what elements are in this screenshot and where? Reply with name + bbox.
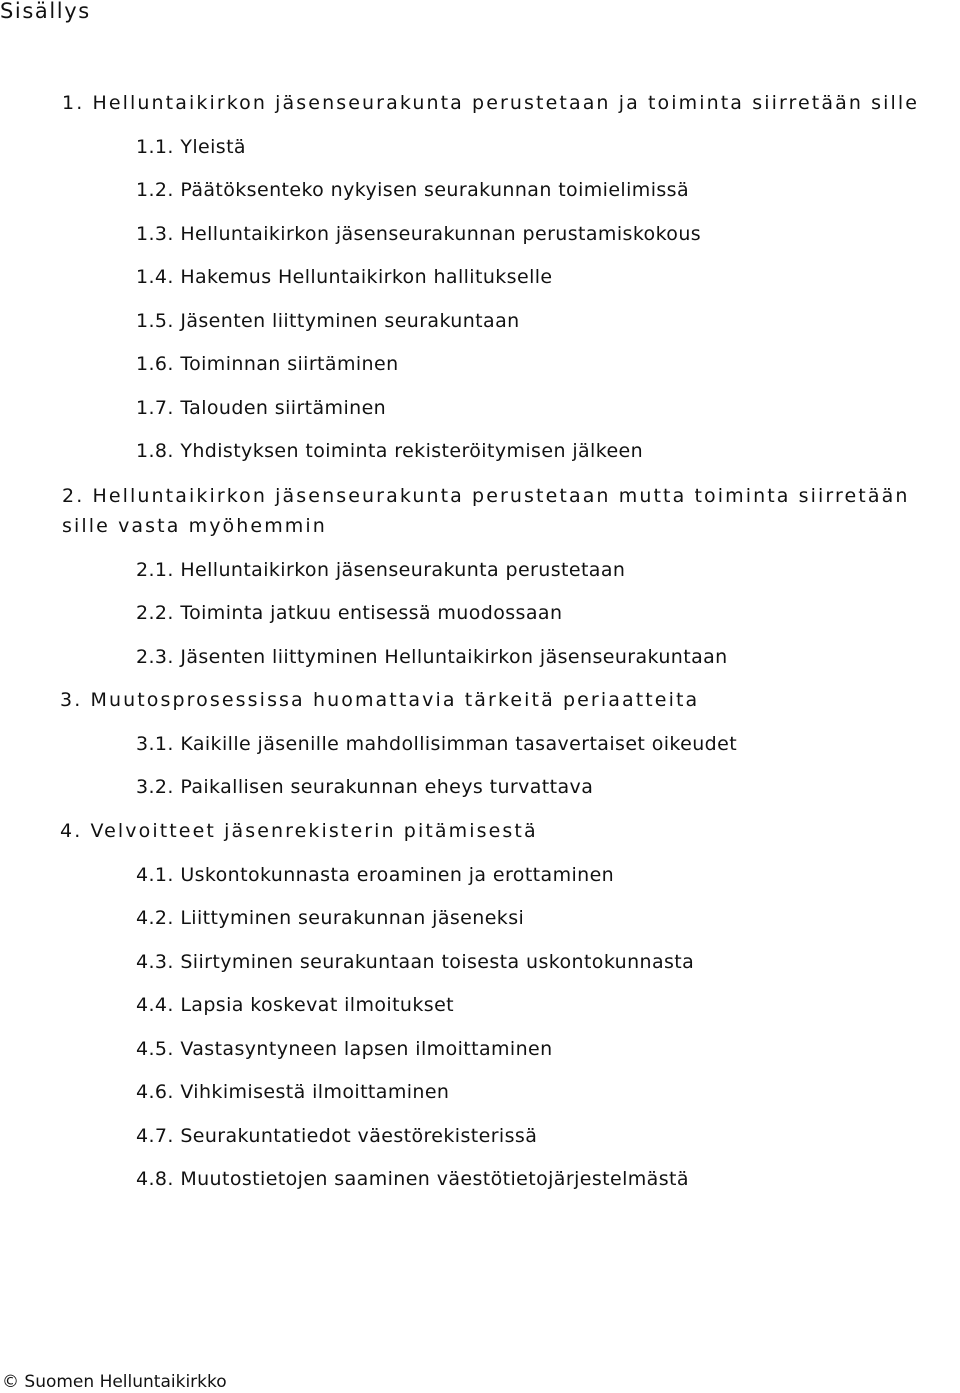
copyright-footer: © Suomen Helluntaikirkko (2, 1372, 227, 1392)
toc-entry-text: Toiminta jatkuu entisessä muodossaan (180, 602, 563, 624)
toc-entry-number: 4.2. (136, 907, 174, 929)
toc-entry-number: 1.8. (136, 440, 174, 462)
toc-entry-text: Vastasyntyneen lapsen ilmoittaminen (180, 1038, 553, 1060)
page-title: Sisällys (0, 0, 91, 23)
toc-entry-number: 1.6. (136, 353, 174, 375)
toc-entry-2[interactable] (62, 481, 960, 541)
toc-entry-text: Paikallisen seurakunnan eheys turvattava (180, 776, 594, 798)
toc-entry-text: Jäsenten liittyminen Helluntaikirkon jäsenseurakuntaan (180, 646, 728, 668)
toc-entry-number: 1.5. (136, 310, 174, 332)
toc-entry-text: Liittyminen seurakunnan jäseneksi (180, 907, 525, 929)
toc-entry-number: 4. (60, 820, 83, 842)
toc-entry-4-5[interactable] (136, 1036, 553, 1062)
toc-entry-number: 1.3. (136, 223, 174, 245)
toc-entry-1-5[interactable] (136, 308, 520, 334)
toc-entry-text: Seurakuntatiedot väestörekisterissä (180, 1125, 538, 1147)
toc-entry-text: Siirtyminen seurakuntaan toisesta uskontokunnasta (180, 951, 695, 973)
toc-entry-text: Jäsenten liittyminen seurakuntaan (180, 310, 520, 332)
toc-entry-text: Helluntaikirkon jäsenseurakunta perustetaan mutta toiminta siirretään sille vasta myöhemmin (62, 485, 910, 537)
toc-entry-1-6[interactable] (136, 351, 399, 377)
toc-entry-4-4[interactable] (136, 992, 454, 1018)
toc-entry-4-6[interactable] (136, 1079, 449, 1105)
toc-entry-4-1[interactable] (136, 862, 614, 888)
toc-entry-text: Lapsia koskevat ilmoitukset (180, 994, 455, 1016)
toc-entry-text: Muutosprosessissa huomattavia tärkeitä periaatteita (90, 689, 700, 711)
toc-entry-number: 4.6. (136, 1081, 174, 1103)
toc-entry-number: 4.3. (136, 951, 174, 973)
toc-entry-text: Vihkimisestä ilmoittaminen (180, 1081, 450, 1103)
toc-entry-text: Toiminnan siirtäminen (180, 353, 399, 375)
toc-entry-1-3[interactable] (136, 221, 701, 247)
toc-entry-2-3[interactable] (136, 644, 728, 670)
toc-entry-3-1[interactable] (136, 731, 737, 757)
toc-entry-text: Uskontokunnasta eroaminen ja erottaminen (180, 864, 615, 886)
toc-entry-number: 1.7. (136, 397, 174, 419)
toc-entry-4-2[interactable] (136, 905, 524, 931)
toc-entry-text: Helluntaikirkon jäsenseurakunnan perustamiskokous (180, 223, 702, 245)
toc-entry-text: Helluntaikirkon jäsenseurakunta perustetaan ja toiminta siirretään sille (92, 92, 920, 114)
toc-entry-number: 1.2. (136, 179, 174, 201)
toc-entry-text: Kaikille jäsenille mahdollisimman tasavertaiset oikeudet (180, 733, 738, 755)
toc-entry-number: 1. (62, 92, 85, 114)
toc-entry-1-7[interactable] (136, 395, 386, 421)
toc-entry-3-2[interactable] (136, 774, 593, 800)
toc-entry-4[interactable] (60, 818, 538, 844)
toc-entry-number: 1.4. (136, 266, 174, 288)
toc-entry-2-1[interactable] (136, 557, 625, 583)
toc-entry-number: 2.2. (136, 602, 174, 624)
toc-entry-number: 4.1. (136, 864, 174, 886)
toc-entry-1-4[interactable] (136, 264, 553, 290)
toc-entry-3[interactable] (60, 687, 699, 713)
toc-entry-number: 4.7. (136, 1125, 174, 1147)
toc-entry-number: 3. (60, 689, 83, 711)
toc-entry-text: Hakemus Helluntaikirkon hallitukselle (180, 266, 553, 288)
toc-entry-1-8[interactable] (136, 438, 643, 464)
toc-entry-1-1[interactable] (136, 134, 246, 160)
toc-entry-text: Talouden siirtäminen (180, 397, 387, 419)
toc-entry-1[interactable] (62, 90, 919, 116)
toc-entry-number: 2.1. (136, 559, 174, 581)
toc-entry-text: Muutostietojen saaminen väestötietojärjestelmästä (180, 1168, 689, 1190)
toc-entry-1-2[interactable] (136, 177, 689, 203)
toc-entry-number: 2.3. (136, 646, 174, 668)
toc-entry-number: 2. (62, 485, 85, 507)
toc-entry-text: Päätöksenteko nykyisen seurakunnan toimielimissä (180, 179, 690, 201)
toc-entry-text: Helluntaikirkon jäsenseurakunta perustetaan (180, 559, 626, 581)
toc-entry-number: 4.8. (136, 1168, 174, 1190)
toc-entry-number: 1.1. (136, 136, 174, 158)
toc-entry-text: Velvoitteet jäsenrekisterin pitämisestä (90, 820, 538, 842)
toc-entry-2-2[interactable] (136, 600, 562, 626)
toc-entry-text: Yhdistyksen toiminta rekisteröitymisen jälkeen (180, 440, 644, 462)
toc-entry-text: Yleistä (180, 136, 246, 158)
toc-entry-4-7[interactable] (136, 1123, 537, 1149)
toc-entry-number: 3.2. (136, 776, 174, 798)
toc-entry-number: 4.5. (136, 1038, 174, 1060)
toc-entry-4-8[interactable] (136, 1166, 689, 1192)
toc-entry-4-3[interactable] (136, 949, 694, 975)
toc-entry-number: 4.4. (136, 994, 174, 1016)
toc-entry-number: 3.1. (136, 733, 174, 755)
